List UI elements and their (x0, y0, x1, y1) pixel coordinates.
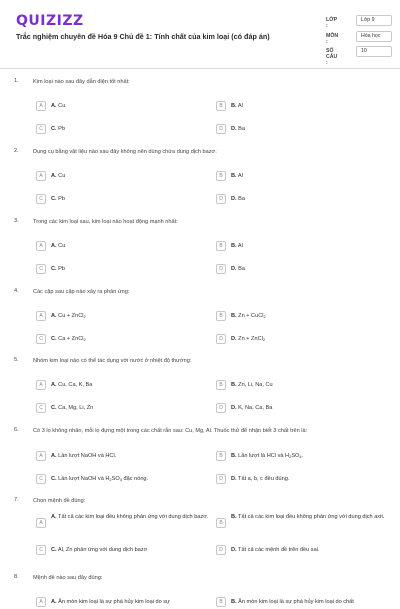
option-a[interactable] (36, 169, 208, 183)
option-prefix: C. (51, 195, 57, 202)
option-text (231, 599, 389, 606)
option-text (51, 382, 209, 389)
question-text: Chọn mệnh đề đúng: (33, 498, 86, 504)
option-text (231, 196, 389, 203)
option-body: Cu (58, 242, 66, 249)
option-letter-badge: D (216, 403, 226, 413)
option-prefix: C. (51, 475, 57, 482)
option-a[interactable] (36, 378, 208, 392)
option-d[interactable] (216, 543, 388, 557)
option-letter-badge: D (216, 474, 226, 484)
option-letter-badge: B (216, 101, 226, 111)
option-text (231, 453, 389, 460)
option-a[interactable] (36, 513, 208, 535)
meta-subject-label: MÔN : (326, 33, 339, 45)
option-letter-badge: C (36, 334, 46, 344)
option-text (51, 243, 209, 250)
option-a[interactable] (36, 595, 208, 609)
option-subscript: 4 (299, 453, 302, 459)
option-subscript: 2 (262, 336, 266, 342)
option-letter-badge: A (36, 597, 46, 607)
option-prefix: A. (51, 514, 57, 520)
option-body: Ca + ZnCl (58, 335, 84, 342)
meta-grade-label: LỚP : (326, 17, 337, 29)
option-body: Tất cả các kim loại đều không phản ứng với dung dịch axit. (238, 514, 385, 520)
option-letter-badge: A (36, 171, 46, 181)
option-letter-badge: C (36, 194, 46, 204)
option-body: Lần lượt NaOH và H (58, 475, 110, 482)
option-c[interactable] (36, 192, 208, 206)
option-prefix: B. (231, 598, 237, 605)
option-subscript: 2 (263, 313, 266, 319)
option-letter-badge: B (216, 311, 226, 321)
option-prefix: A. (51, 598, 57, 605)
option-c[interactable] (36, 401, 208, 415)
option-c[interactable] (36, 332, 208, 346)
option-body: Cu (58, 172, 66, 179)
option-b[interactable] (216, 99, 388, 113)
option-body: Al (237, 102, 243, 109)
option-letter-badge: A (36, 241, 46, 251)
option-prefix: D. (231, 335, 237, 342)
option-body: Ăn mòn kim loại là sự phá hủy kim loại do sự (58, 598, 170, 605)
option-letter-badge: D (216, 264, 226, 274)
option-prefix: B. (231, 381, 237, 388)
meta-count-value: 10 (356, 46, 392, 57)
option-prefix: C. (51, 265, 57, 272)
option-letter-badge: C (36, 124, 46, 134)
option-prefix: A. (51, 102, 57, 109)
option-text (231, 547, 389, 554)
option-text (51, 405, 209, 412)
option-text (231, 336, 389, 343)
option-d[interactable] (216, 192, 388, 206)
question-text: Trong các kim loại sau, kim loại nào hoạt động mạnh nhất: (33, 219, 178, 225)
question-number: 1. (14, 78, 19, 84)
question-text: Dụng cụ bằng vật liệu nào sau đây không nên dùng chứa dung dịch bazơ: (33, 149, 217, 155)
option-text (51, 476, 209, 483)
option-d[interactable] (216, 262, 388, 276)
option-prefix: C. (51, 125, 57, 132)
option-text (231, 382, 389, 389)
option-d[interactable] (216, 122, 388, 136)
option-prefix: D. (231, 195, 237, 202)
option-letter-badge: B (216, 380, 226, 390)
option-a[interactable] (36, 449, 208, 463)
option-text (231, 103, 389, 110)
option-text (231, 266, 389, 273)
option-body: Lần lượt NaOH và HCl. (58, 452, 117, 459)
option-prefix: A. (51, 172, 57, 179)
option-subscript: 2 (109, 476, 112, 482)
option-prefix: A. (51, 312, 57, 319)
option-body: Cu (58, 102, 66, 109)
option-body-cont: SO (111, 475, 120, 482)
question-text: Có 3 lọ không nhãn, mỗi lọ đựng một trong các chất rắn sau: Cu, Mg, Al. Thuốc thử để nhận biết 3 chất trên là: (33, 428, 308, 434)
option-text (51, 453, 209, 460)
option-letter-badge: B (216, 171, 226, 181)
quizizz-logo: QUIZIZZ (16, 13, 84, 29)
option-body: Al, Zn phản ứng với dung dịch bazơ (57, 546, 148, 553)
option-prefix: D. (231, 546, 237, 553)
option-letter-badge: B (216, 597, 226, 607)
option-letter-badge: D (216, 334, 226, 344)
option-d[interactable] (216, 332, 388, 346)
option-b[interactable] (216, 309, 388, 323)
option-body: Pb (58, 265, 65, 272)
option-body-cont: SO (291, 452, 300, 459)
option-prefix: B. (231, 452, 237, 459)
option-text (51, 103, 209, 110)
option-a[interactable] (36, 309, 208, 323)
option-text (51, 336, 209, 343)
question-text: Nhóm kim loại nào có thể tác dụng với nước ở nhiệt độ thường: (33, 358, 192, 364)
option-body: Zn + CuCl (238, 312, 264, 319)
question-text: Mệnh đề nào sau đây đúng: (33, 575, 103, 581)
question-number: 3. (14, 218, 19, 224)
meta-subject-value: Hóa học (356, 31, 392, 42)
option-subscript: 2 (289, 453, 292, 459)
option-body: Zn + ZnCl (238, 335, 263, 342)
option-body: Tất cả các kim loại đều không phản ứng với dung dịch bazơ. (58, 514, 209, 520)
option-body: Ba (238, 265, 245, 272)
option-b[interactable] (216, 239, 388, 253)
option-prefix: B. (231, 172, 237, 179)
option-letter-badge: A (36, 451, 46, 461)
option-prefix: A. (51, 381, 57, 388)
question-number: 2. (14, 148, 19, 154)
meta-grade-value: Lớp 9 (356, 15, 392, 26)
option-text (231, 126, 389, 133)
option-body: Tất cả các mệnh đề trên đều sai. (238, 546, 320, 553)
option-letter-badge: A (36, 518, 46, 528)
option-prefix: C. (51, 335, 57, 342)
option-body-cont: đặc nóng. (121, 475, 149, 482)
option-body: K, Na, Ca, Ba (238, 404, 273, 411)
question-number: 4. (14, 288, 19, 294)
option-prefix: C. (51, 404, 57, 411)
option-subscript: 2 (83, 313, 86, 319)
option-text (231, 243, 389, 250)
option-prefix: A. (51, 242, 57, 249)
document-header (0, 0, 400, 68)
question-text: Kim loại nào sau đây dẫn điện tốt nhất: (33, 79, 130, 85)
option-a[interactable] (36, 239, 208, 253)
option-body: Ba (238, 195, 245, 202)
option-subscript: 2 (83, 336, 86, 342)
option-text (51, 173, 209, 180)
option-body: Ba (238, 125, 245, 132)
option-text (51, 547, 209, 554)
option-text (51, 266, 209, 273)
option-b[interactable] (216, 449, 388, 463)
option-body: Al (237, 242, 243, 249)
option-text (51, 126, 209, 133)
option-prefix: B. (231, 312, 237, 319)
option-c[interactable] (36, 262, 208, 276)
option-letter-badge: A (36, 380, 46, 390)
question-number: 8. (14, 574, 19, 580)
option-b[interactable] (216, 169, 388, 183)
option-body: Cu, Ca, K, Ba (58, 381, 93, 388)
option-text (51, 196, 209, 203)
option-letter-badge: B (216, 451, 226, 461)
option-body: Al (237, 172, 243, 179)
option-a[interactable] (36, 99, 208, 113)
option-text (51, 514, 209, 521)
option-b[interactable] (216, 513, 388, 535)
option-prefix: C. (51, 546, 57, 553)
option-prefix: D. (231, 404, 237, 411)
option-body: Cu + ZnCl (58, 312, 84, 319)
option-letter-badge: C (36, 264, 46, 274)
option-letter-badge: C (36, 403, 46, 413)
option-letter-badge: D (216, 545, 226, 555)
option-text (231, 173, 389, 180)
option-body: Zn, Li, Na, Cu (238, 381, 273, 388)
option-body: Lần lượt là HCl và H (238, 452, 290, 459)
option-body: Pb (58, 125, 65, 132)
option-letter-badge: B (216, 518, 226, 528)
option-letter-badge: B (216, 241, 226, 251)
option-prefix: B. (231, 242, 237, 249)
option-letter-badge: D (216, 194, 226, 204)
meta-count-label: SỐ CÂU : (326, 48, 338, 66)
option-d[interactable] (216, 472, 388, 486)
question-number: 6. (14, 427, 19, 433)
question-number: 7. (14, 497, 19, 503)
question-text: Các cặp sau cặp nào xảy ra phản ứng: (33, 289, 130, 295)
header-divider (0, 68, 400, 69)
question-number: 5. (14, 357, 19, 363)
option-prefix: D. (231, 125, 237, 132)
option-letter-badge: A (36, 311, 46, 321)
option-b[interactable] (216, 595, 388, 609)
option-text (51, 599, 209, 606)
option-text (51, 313, 209, 320)
option-body-cont: . (301, 452, 304, 459)
option-body: Tất a, b, c đều đúng. (238, 475, 290, 482)
option-letter-badge: C (36, 474, 46, 484)
option-subscript: 4 (119, 476, 122, 482)
option-text (231, 514, 389, 521)
option-text (231, 476, 389, 483)
option-body: Ăn mòn kim loại là sự phá hủy kim loại do chất (238, 598, 354, 605)
option-letter-badge: A (36, 101, 46, 111)
option-letter-badge: C (36, 545, 46, 555)
option-c[interactable] (36, 543, 208, 557)
option-b[interactable] (216, 378, 388, 392)
option-letter-badge: D (216, 124, 226, 134)
option-prefix: B. (231, 102, 237, 109)
option-prefix: D. (231, 475, 237, 482)
option-c[interactable] (36, 122, 208, 136)
option-c[interactable] (36, 472, 208, 486)
option-prefix: B. (231, 514, 237, 520)
option-d[interactable] (216, 401, 388, 415)
option-text (231, 405, 389, 412)
document-title: Trắc nghiệm chuyên đề Hóa 9 Chủ đề 1: Tính chất của kim loại (có đáp án) (16, 32, 270, 41)
option-text (231, 313, 389, 320)
option-prefix: A. (51, 452, 57, 459)
option-body: Ca, Mg, Li, Zn (58, 404, 94, 411)
option-prefix: D. (231, 265, 237, 272)
option-body: Pb (58, 195, 65, 202)
